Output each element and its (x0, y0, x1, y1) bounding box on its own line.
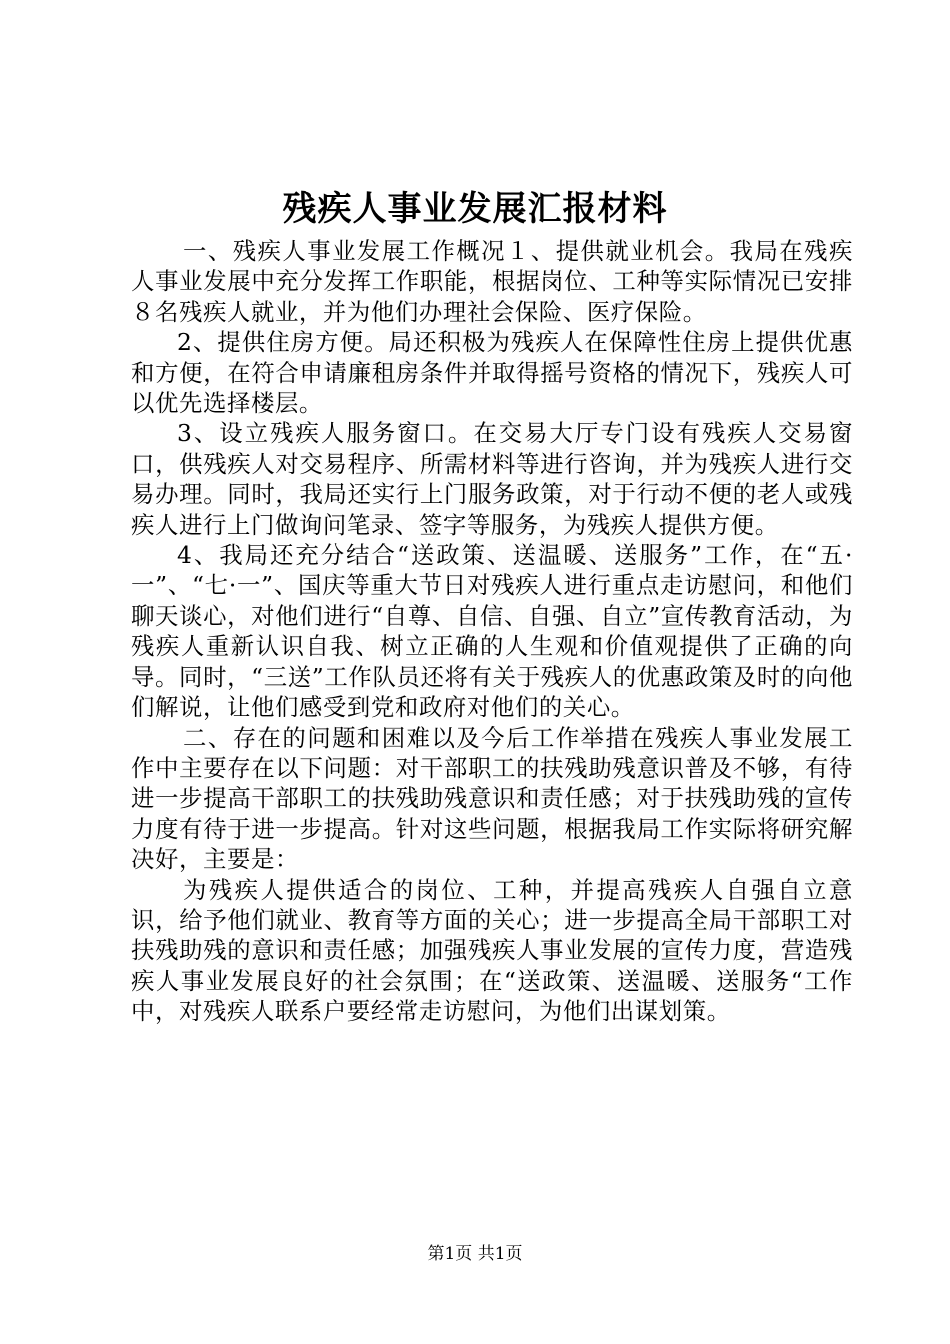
page-footer: 第1页 共1页 (427, 1244, 523, 1264)
paragraph-4: 4、我局还充分结合“送政策、送温暖、送服务”工作，在“五·一”、“七·一”、国庆等重大节日对残疾人进行重点走访慰问，和他们聊天谈心，对他们进行“自尊、自信、自强、自立”宣传教育活动，为残疾人重新认识自我、树立正确的人生观和价值观提供了正确的向导。同时，“三送”工作队员还将有关于残疾人的优惠政策及时的向他们解说，让他们感受到党和政府对他们的关心。 (131, 541, 853, 722)
paragraph-3: 3、设立残疾人服务窗口。在交易大厅专门设有残疾人交易窗口，供残疾人对交易程序、所需材料等进行咨询，并为残疾人进行交易办理。同时，我局还实行上门服务政策，对于行动不便的老人或残疾人进行上门做询问笔录、签字等服务，为残疾人提供方便。 (131, 419, 853, 539)
paragraph-6: 为残疾人提供适合的岗位、工种，并提高残疾人自强自立意识，给予他们就业、教育等方面的关心；进一步提高全局干部职工对扶残助残的意识和责任感；加强残疾人事业发展的宣传力度，营造残疾人事业发展良好的社会氛围；在“送政策、送温暖、送服务“工作中，对残疾人联系户要经常走访慰问，为他们出谋划策。 (131, 875, 853, 1026)
paragraph-2: 2、提供住房方便。局还积极为残疾人在保障性住房上提供优惠和方便，在符合申请廉租房条件并取得摇号资格的情况下，残疾人可以优先选择楼层。 (131, 328, 853, 418)
document-title: 残疾人事业发展汇报材料 (282, 189, 668, 229)
document-body (131, 236, 853, 1027)
paragraph-1: 一、残疾人事业发展工作概况１、提供就业机会。我局在残疾人事业发展中充分发挥工作职能，根据岗位、工种等实际情况已安排８名残疾人就业，并为他们办理社会保险、医疗保险。 (131, 237, 853, 326)
paragraph-5: 二、存在的问题和困难以及今后工作举措在残疾人事业发展工作中主要存在以下问题：对干部职工的扶残助残意识普及不够，有待进一步提高干部职工的扶残助残意识和责任感；对于扶残助残的宣传力度有待于进一步提高。针对这些问题，根据我局工作实际将研究解决好，主要是： (131, 723, 853, 874)
